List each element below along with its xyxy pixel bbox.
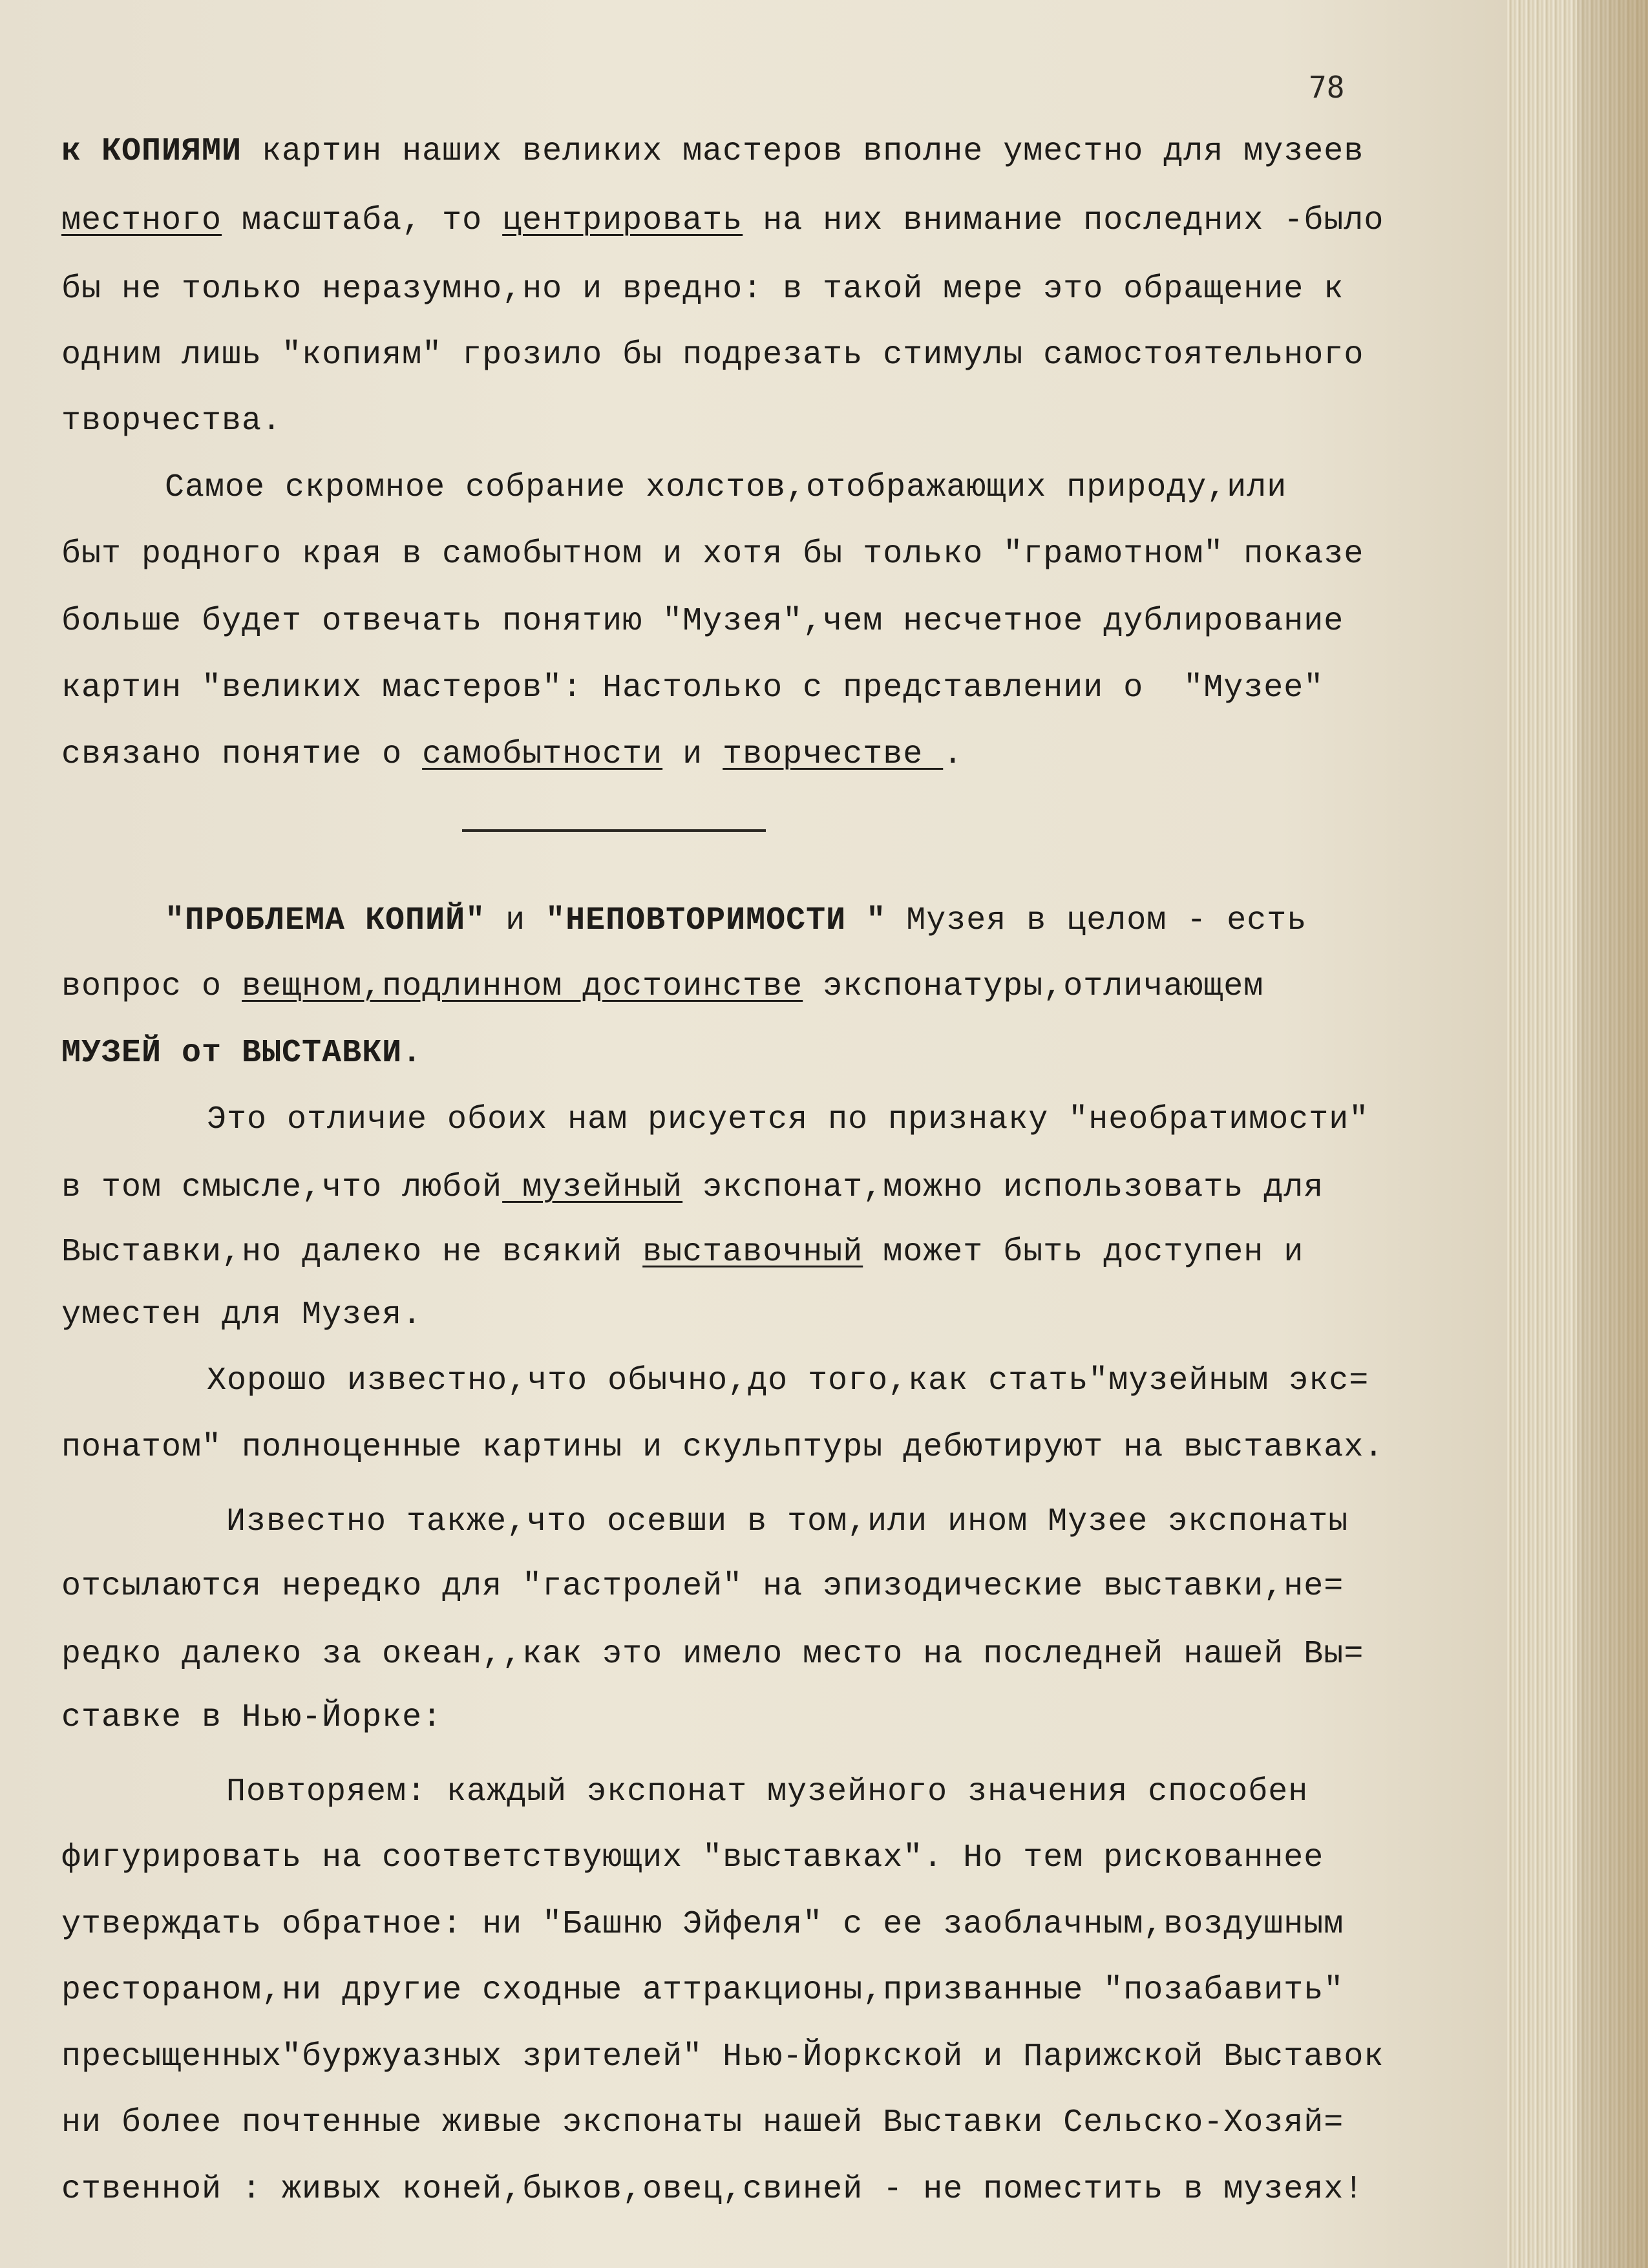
text-run: картин наших великих мастеров вполне уместно для музеев: [242, 133, 1364, 170]
paragraph-6-line-1: Известно также,что осевши в том,или ином Музее экспонаты: [226, 1503, 1349, 1540]
text-run: Выставки,но далеко не всякий: [61, 1234, 643, 1271]
emphasis-kopiyami: к КОПИЯМИ: [61, 133, 242, 170]
underlined-veshnom-podlinnom: вещном,подлинном достоинстве: [242, 968, 803, 1005]
emphasis-nepovtorimosti: "НЕПОВТОРИМОСТИ ": [545, 902, 887, 939]
binding-shadow: [1577, 0, 1648, 2268]
paragraph-7-line-2: фигурировать на соответствующих "выставках". Но тем рискованнее: [61, 1839, 1324, 1876]
underlined-tvorchestve: творчестве: [723, 736, 944, 773]
text-run: .: [943, 736, 964, 773]
text-run: на них внимание последних -было: [743, 202, 1384, 239]
paragraph-7-line-6: ни более почтенные живые экспонаты нашей Выставки Сельско-Хозяй=: [61, 2104, 1344, 2141]
paragraph-7-line-1: Повторяем: каждый экспонат музейного значения способен: [226, 1774, 1309, 1810]
text-run: масштаба, то: [222, 202, 503, 239]
text-run: Музея в целом - есть: [886, 902, 1307, 939]
paragraph-1-line-1: [61, 132, 1364, 171]
text-run: может быть доступен и: [863, 1234, 1304, 1271]
paragraph-6-line-2: отсылаются нередко для "гастролей" на эпизодические выставки,не=: [61, 1568, 1344, 1605]
text-run: и: [662, 736, 723, 773]
paragraph-6-line-4: ставке в Нью-Йорке:: [61, 1699, 443, 1736]
underlined-muzeyny: музейный: [502, 1169, 683, 1206]
paragraph-5-line-1: Хорошо известно,что обычно,до того,как стать"музейным экс=: [207, 1362, 1369, 1399]
text-run: вопрос о: [61, 968, 242, 1005]
paragraph-3-line-1: [165, 902, 1307, 940]
paragraph-4-line-2: [61, 1169, 1324, 1207]
paragraph-5-line-2: понатом" полноценные картины и скульптуры дебютируют на выставках.: [61, 1429, 1384, 1466]
underlined-mestnogo: местного: [61, 202, 222, 239]
paragraph-4-line-3: [61, 1233, 1304, 1272]
section-divider: [462, 829, 766, 832]
paragraph-1-line-2: [61, 202, 1384, 240]
text-run: экспонат,можно использовать для: [682, 1169, 1324, 1206]
text-run: и: [485, 902, 546, 939]
text-run: в том смысле,что любой: [61, 1169, 503, 1206]
paragraph-3-line-2: [61, 968, 1263, 1006]
paragraph-7-line-4: рестораном,ни другие сходные аттракционы,призванные "позабавить": [61, 1972, 1344, 2009]
paragraph-2-line-2: быт родного края в самобытном и хотя бы только "грамотном" показе: [61, 536, 1364, 573]
underlined-vystavochny: выставочный: [642, 1234, 863, 1271]
paragraph-7-line-3: утверждать обратное: ни "Башню Эйфеля" с ее заоблачным,воздушным: [61, 1906, 1344, 1943]
paragraph-2-line-1: Самое скромное собрание холстов,отображающих природу,или: [165, 469, 1287, 506]
paragraph-1-line-4: одним лишь "копиям" грозило бы подрезать стимулы самостоятельного: [61, 337, 1364, 374]
paragraph-7-line-7: ственной : живых коней,быков,овец,свиней - не поместить в музеях!: [61, 2171, 1364, 2208]
paragraph-4-line-4: уместен для Музея.: [61, 1297, 423, 1333]
paragraph-2-line-5: [61, 736, 963, 774]
text-run: связано понятие о: [61, 736, 423, 773]
page-number: 78: [1309, 70, 1345, 105]
text-run: экспонатуры,отличающем: [803, 968, 1264, 1005]
paragraph-4-line-1: Это отличие обоих нам рисуется по признаку "необратимости": [207, 1101, 1369, 1138]
paragraph-2-line-4: картин "великих мастеров": Настолько с представлении о "Музее": [61, 670, 1324, 706]
paragraph-2-line-3: больше будет отвечать понятию "Музея",чем несчетное дублирование: [61, 603, 1344, 640]
paragraph-1-line-5: творчества.: [61, 403, 282, 440]
underlined-centrirovat: центрировать: [502, 202, 743, 239]
emphasis-problema-kopiy: "ПРОБЛЕМА КОПИЙ": [165, 902, 486, 939]
paragraph-6-line-3: редко далеко за океан,,как это имело место на последней нашей Вы=: [61, 1636, 1364, 1673]
underlined-samobytnosti: самобытности: [422, 736, 663, 773]
paragraph-1-line-3: бы не только неразумно,но и вредно: в такой мере это обращение к: [61, 271, 1344, 308]
paragraph-3-line-3: МУЗЕЙ от ВЫСТАВКИ.: [61, 1035, 423, 1072]
paragraph-7-line-5: пресыщенных"буржуазных зрителей" Нью-Йоркской и Парижской Выставок: [61, 2039, 1384, 2075]
